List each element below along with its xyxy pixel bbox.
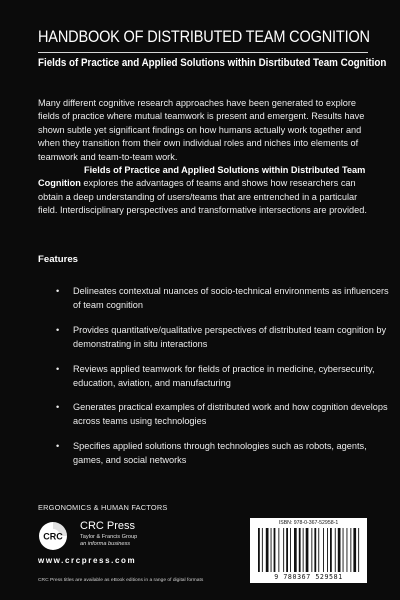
logo-text: CRC <box>43 531 63 542</box>
feature-text: Provides quantitative/qualitative perspectives of distributed team cognition by demonstrating in situ interactions <box>73 325 387 349</box>
bullet-icon: • <box>56 286 60 296</box>
barcode-icon <box>256 528 361 572</box>
title-rule <box>38 52 368 53</box>
feature-item-5 <box>38 440 393 467</box>
description-paragraph-1: Many different cognitive research approaches have been generated to explore fields of practice where mutual teamwork is present and emergent. Results have shown subtle yet significant findings on how humans actually work together and when they transition from their own individual roles and niches into elements of teamwork and team-to-team work. <box>38 98 365 162</box>
feature-item-2 <box>38 324 393 351</box>
publisher-company: an informa business <box>80 541 131 547</box>
bullet-icon: • <box>56 441 60 451</box>
crc-logo-icon <box>38 521 68 551</box>
feature-text: Generates practical examples of distributed work and how cognition develops across teams using technologies <box>73 402 388 426</box>
feature-text: Specifies applied solutions through technologies such as robots, agents, games, and social networks <box>73 441 367 465</box>
isbn-label: ISBN: 978-0-367-52958-1 <box>278 520 339 526</box>
publisher-website: www.crcpress.com <box>38 556 137 565</box>
description <box>38 97 368 218</box>
barcode-digits: 9 780367 529581 <box>274 573 343 581</box>
feature-item-1 <box>38 285 393 312</box>
barcode-panel <box>250 518 367 583</box>
bullet-icon: • <box>56 364 60 374</box>
feature-text: Delineates contextual nuances of socio-technical environments as influencers of team cognition <box>73 286 389 310</box>
publisher-group: Taylor & Francis Group <box>80 534 138 540</box>
book-subtitle: Fields of Practice and Applied Solutions within Disrtibuted Team Cognition <box>38 57 387 69</box>
features-heading: Features <box>38 254 78 265</box>
description-paragraph-2 <box>38 164 368 218</box>
publisher-name: CRC Press <box>80 520 136 532</box>
bullet-icon: • <box>56 325 60 335</box>
bullet-icon: • <box>56 402 60 412</box>
description-paragraph-2-rest: explores the advantages of teams and shows how researchers can obtain a deep understanding of users/teams that are entrenched in a particular field. Interdisciplinary perspectives and transformative intersections are provided. <box>38 178 367 216</box>
book-title: HANDBOOK OF DISTRIBUTED TEAM COGNITION <box>38 28 370 46</box>
series-name: ERGONOMICS & HUMAN FACTORS <box>38 503 168 512</box>
feature-text: Reviews applied teamwork for fields of practice in medicine, cybersecurity, education, aviation, and manufacturing <box>73 364 375 388</box>
description-bold-title: Fields of Practice and Applied Solutions within Distributed Team Cognition <box>38 165 366 189</box>
ebook-footnote: CRC Press titles are available as eBook editions in a range of digital formats <box>38 578 204 583</box>
feature-item-4 <box>38 401 393 428</box>
feature-item-3 <box>38 363 393 390</box>
